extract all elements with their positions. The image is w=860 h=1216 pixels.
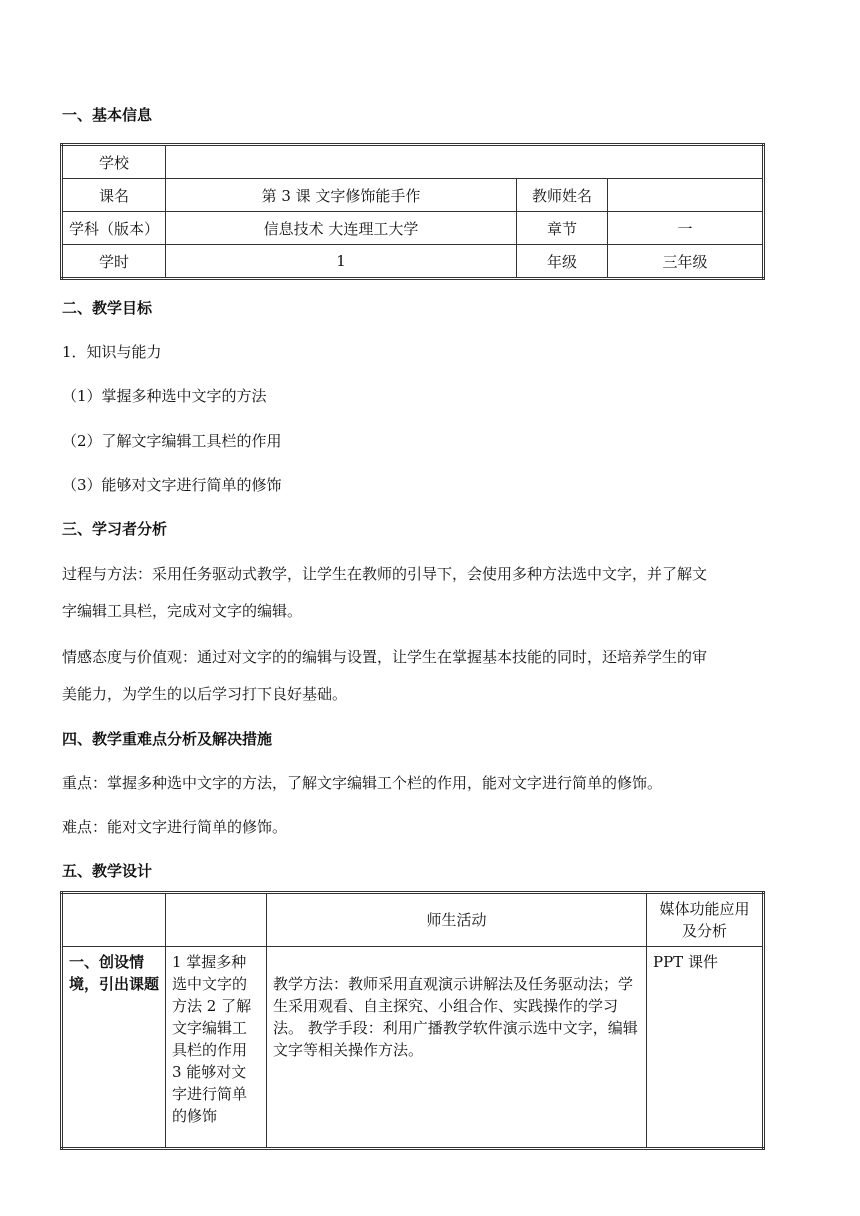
learner-paragraph-line: 过程与方法：采用任务驱动式教学，让学生在教师的引导下，会使用多种方法选中文字，并了解文 bbox=[62, 565, 708, 583]
section-heading-objectives: 二、教学目标 bbox=[62, 299, 153, 317]
school-label: 学校 bbox=[62, 145, 166, 179]
header-activity: 师生活动 bbox=[267, 893, 647, 947]
objective-item: （3）能够对文字进行简单的修饰 bbox=[62, 476, 282, 494]
subject-value: 信息技术 大连理工大学 bbox=[166, 212, 517, 245]
objective-item: （2）了解文字编辑工具栏的作用 bbox=[62, 432, 282, 450]
school-value bbox=[166, 145, 764, 179]
header-media: 媒体功能应用及分析 bbox=[647, 893, 764, 947]
section-heading-teaching-design: 五、教学设计 bbox=[62, 862, 153, 880]
header-cell-empty bbox=[166, 893, 267, 947]
difficulty-text: 难点：能对文字进行简单的修饰。 bbox=[62, 818, 288, 836]
objectives-subheading: 1．知识与能力 bbox=[62, 343, 162, 361]
table-row bbox=[62, 947, 764, 1149]
header-cell-empty bbox=[62, 893, 166, 947]
table-row bbox=[62, 179, 764, 212]
table-row bbox=[62, 145, 764, 179]
table-header-row bbox=[62, 893, 764, 947]
course-label: 课名 bbox=[62, 179, 166, 212]
grade-value: 三年级 bbox=[608, 245, 764, 279]
teacher-value bbox=[608, 179, 764, 212]
learner-paragraph-line: 字编辑工具栏，完成对文字的编辑。 bbox=[62, 602, 303, 620]
chapter-label: 章节 bbox=[517, 212, 608, 245]
media-cell: PPT 课件 bbox=[647, 947, 764, 1149]
hours-label: 学时 bbox=[62, 245, 166, 279]
teacher-label: 教师姓名 bbox=[517, 179, 608, 212]
table-row bbox=[62, 245, 764, 279]
section-heading-learner-analysis: 三、学习者分析 bbox=[62, 520, 168, 538]
chapter-value: 一 bbox=[608, 212, 764, 245]
teaching-design-table bbox=[60, 891, 765, 1150]
grade-label: 年级 bbox=[517, 245, 608, 279]
section-heading-key-points: 四、教学重难点分析及解决措施 bbox=[62, 730, 273, 748]
hours-value: 1 bbox=[166, 245, 517, 279]
table-row bbox=[62, 212, 764, 245]
stage-cell: 一、创设情境，引出课题 bbox=[62, 947, 166, 1149]
activity-cell: 教学方法：教师采用直观演示讲解法及任务驱动法；学生采用观看、自主探究、小组合作、实践操作的学习法。 教学手段：利用广播教学软件演示选中文字，编辑文字等相关操作方法。 bbox=[267, 947, 647, 1149]
learner-paragraph-line: 情感态度与价值观：通过对文字的的编辑与设置，让学生在掌握基本技能的同时，还培养学生的审 bbox=[62, 648, 708, 666]
objective-item: （1）掌握多种选中文字的方法 bbox=[62, 387, 267, 405]
goals-cell: 1 掌握多种选中文字的方法 2 了解文字编辑工具栏的作用 3 能够对文字进行简单的修饰 bbox=[166, 947, 267, 1149]
key-point-text: 重点：掌握多种选中文字的方法，了解文字编辑工个栏的作用，能对文字进行简单的修饰。 bbox=[62, 774, 663, 792]
section-heading-basic-info: 一、基本信息 bbox=[62, 106, 153, 124]
subject-label: 学科（版本） bbox=[62, 212, 166, 245]
course-value: 第 3 课 文字修饰能手作 bbox=[166, 179, 517, 212]
learner-paragraph-line: 美能力，为学生的以后学习打下良好基础。 bbox=[62, 685, 348, 703]
basic-info-table bbox=[60, 143, 765, 280]
